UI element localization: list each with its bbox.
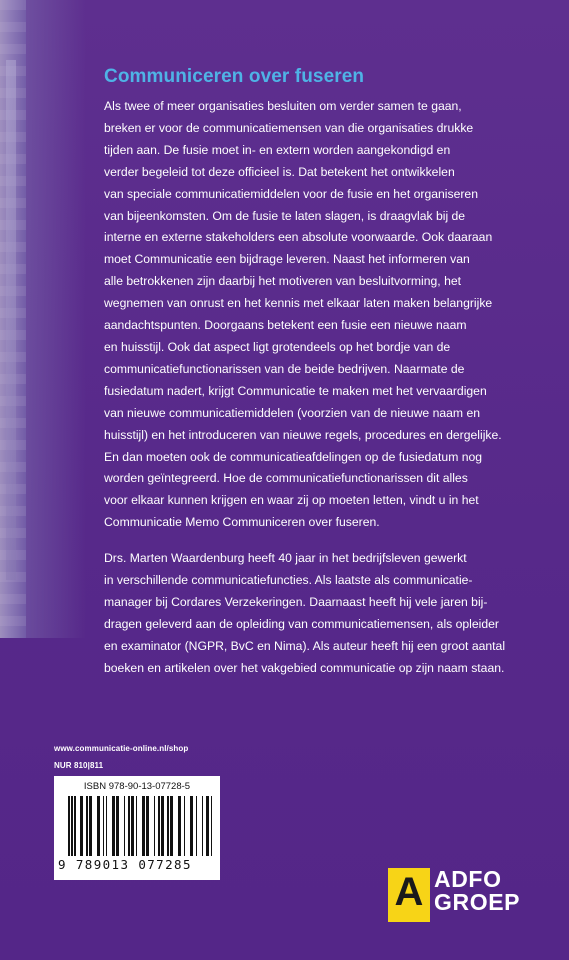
text-line: boeken en artikelen over het vakgebied communicatie op zijn naam staan.	[104, 660, 505, 675]
book-title: Communiceren over fuseren	[104, 66, 365, 87]
logo-text-line1: ADFO	[434, 866, 502, 892]
publisher-logo	[388, 864, 558, 924]
text-line: worden geïntegreerd. Hoe de communicatiefunctionarissen dit alles	[104, 471, 468, 486]
text-line: van bijeenkomsten. Om de fusie te laten slagen, is draagvlak bij de	[104, 208, 466, 223]
photo-fade	[26, 0, 86, 638]
text-line: moet Communicatie een bijdrage leveren. Naast het informeren van	[104, 252, 470, 267]
text-line: voor elkaar kunnen krijgen en waar zij op moeten letten, vindt u in het	[104, 493, 479, 508]
description-paragraph	[104, 96, 534, 534]
text-line: wegnemen van onrust en het kennis met elkaar laten maken belangrijke	[104, 296, 493, 311]
text-line: fusiedatum nadert, krijgt Communicatie te maken met het vervaardigen	[104, 383, 487, 398]
text-line: dragen geleverd aan de opleiding van communicatiemensen, als opleider	[104, 616, 499, 631]
text-line: aandachtspunten. Doorgaans betekent een fusie een nieuwe naam	[104, 318, 467, 333]
text-line: Communicatie Memo Communiceren over fuseren.	[104, 515, 380, 530]
text-line: en huisstijl. Ook dat aspect ligt grotendeels op het bordje van de	[104, 339, 451, 354]
logo-mark-letter: A	[394, 870, 424, 914]
text-line: breken er voor de communicatiemensen van die organisaties drukke	[104, 120, 474, 135]
text-line: en examinator (NGPR, BvC en Nima). Als auteur heeft hij een groot aantal	[104, 638, 506, 653]
nur-code: NUR 810|811	[54, 761, 104, 770]
photo-strip	[0, 0, 26, 638]
barcode-bars	[68, 796, 214, 856]
text-line: En dan moeten ook de communicatieafdelingen op de fusiedatum nog	[104, 449, 483, 464]
text-line: verder begeleid tot deze officieel is. Dat betekent het ontwikkelen	[104, 164, 455, 179]
barcode	[54, 776, 220, 880]
shop-url: www.communicatie-online.nl/shop	[54, 744, 189, 753]
text-line: interne en externe stakeholders een absolute voorwaarde. Ook daaraan	[104, 230, 493, 245]
text-line: van speciale communicatiemiddelen voor de fusie en het organiseren	[104, 186, 478, 201]
text-line: Drs. Marten Waardenburg heeft 40 jaar in het bedrijfsleven gewerkt	[104, 551, 467, 565]
logo-text-line2: GROEP	[434, 889, 521, 915]
text-line: tijden aan. De fusie moet in- en extern worden aangekondigd en	[104, 142, 451, 157]
text-line: Als twee of meer organisaties besluiten om verder samen te gaan,	[104, 99, 462, 113]
text-line: huisstijl) en het introduceren van nieuwe regels, procedures en dergelijke.	[104, 427, 502, 442]
text-line: manager bij Cordares Verzekeringen. Daarnaast heeft hij vele jaren bij-	[104, 594, 488, 609]
barcode-digits: 9 789013 077285	[58, 857, 192, 872]
text-line: van nieuwe communicatiemiddelen (voorzien van de nieuwe naam en	[104, 405, 480, 420]
text-line: alle betrokkenen zijn daarbij het motiveren van besluitvorming, het	[104, 274, 462, 289]
text-line: communicatiefunctionarissen van de beide bedrijven. Naarmate de	[104, 361, 465, 376]
author-paragraph	[104, 548, 534, 679]
text-line: in verschillende communicatiefuncties. Als laatste als communicatie-	[104, 572, 473, 587]
isbn-label: ISBN 978-90-13-07728-5	[83, 781, 191, 792]
